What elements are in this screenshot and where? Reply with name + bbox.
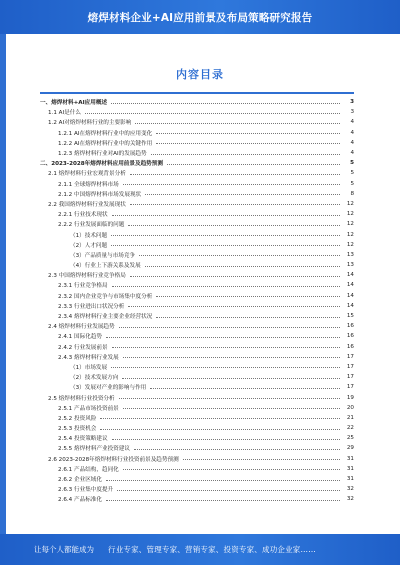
toc-leader-dots [130,276,340,277]
toc-entry-label: 2.6 2023-2028年熔焊材料行业投资前景及趋势预测 [48,456,179,463]
toc-page-number: 14 [346,292,354,299]
toc-page-number: 29 [346,445,354,452]
toc-entry-label: 1.2.1 AI在熔焊材料行业中的应用变化 [58,130,153,137]
toc-page-number: 31 [346,476,354,483]
toc-entry[interactable] [40,128,354,138]
footer-right-text: 行业专家、管理专家、营销专家、投资专家、成功企业家…… [108,545,316,554]
toc-page-number: 16 [346,333,354,340]
toc-page-number: 3 [350,99,354,106]
toc-leader-dots [111,367,340,368]
toc-page-number: 12 [346,241,354,248]
toc-entry[interactable] [40,403,354,413]
toc-page-number: 12 [346,200,354,207]
toc-entry[interactable] [40,179,354,189]
toc-entry[interactable] [40,219,354,229]
toc-entry[interactable] [40,423,354,433]
toc-entry[interactable] [40,138,354,148]
toc-leader-dots [112,286,340,287]
toc-page-number: 13 [346,262,354,269]
footer-left-text: 让每个人都能成为 [34,545,94,554]
toc-entry-label: 2.5 熔焊材料行业投资分析 [48,395,115,402]
toc-page-number: 31 [346,455,354,462]
toc-entry-label: 2.5.3 投资机会 [58,426,97,433]
toc-entry-label: 2.3.2 国内企业竞争与市场集中度分析 [58,293,153,300]
toc-entry[interactable] [40,168,354,178]
toc-entry-label: 2.4.3 熔焊材料行业发展 [58,354,119,361]
toc-leader-dots [112,347,340,348]
toc-entry[interactable] [40,117,354,127]
toc-leader-dots [134,449,340,450]
toc-leader-dots [122,378,340,379]
toc-entry[interactable] [40,413,354,423]
toc-page-number: 5 [350,180,354,187]
toc-entry-label: 2.3 中国熔焊材料行业竞争格局 [48,273,126,280]
toc-leader-dots [117,490,340,491]
toc-entry-label: 2.2 我国熔焊材料行业发展现状 [48,201,126,208]
toc-entry[interactable] [40,209,354,219]
toc-page-number: 16 [346,343,354,350]
toc-leader-dots [183,459,340,460]
toc-entry[interactable] [40,454,354,464]
toc-leader-dots [135,123,340,124]
toc-entry-label: 2.6.1 产品结构，趋同化 [58,466,119,473]
toc-page-number: 4 [350,119,354,126]
toc-leader-dots [156,317,340,318]
toc-leader-dots [119,398,340,399]
toc-entry[interactable] [40,240,354,250]
toc-entry[interactable] [40,443,354,453]
toc-entry-label: 2.4.2 行业发展前景 [58,344,108,351]
toc-page-number: 4 [350,129,354,136]
toc-entry[interactable] [40,464,354,474]
toc-entry[interactable] [40,189,354,199]
toc-entry-label: （3）发展对产业的影响与作用 [70,385,147,392]
toc-page-number: 12 [346,211,354,218]
toc-leader-dots [167,164,340,165]
toc-page-number: 17 [346,363,354,370]
toc-page-number: 17 [346,374,354,381]
toc-page-number: 13 [346,251,354,258]
toc-leader-dots [123,469,340,470]
toc-page-number: 8 [350,190,354,197]
toc-leader-dots [106,480,340,481]
toc-page-number: 17 [346,384,354,391]
toc-entry[interactable] [40,229,354,239]
toc-leader-dots [145,194,340,195]
toc-leader-dots [156,133,340,134]
toc-page-number: 14 [346,272,354,279]
toc-leader-dots [128,225,340,226]
toc-entry-label: 2.3.1 行业竞争格局 [58,283,108,290]
toc-entry-label: 2.3.3 行业进出口状况分析 [58,303,125,310]
toc-entry-label: （4）行业上下游关系及发展 [70,263,141,270]
toc-entry[interactable] [40,148,354,158]
toc-entry[interactable] [40,484,354,494]
toc-page-number: 5 [350,170,354,177]
toc-entry[interactable] [40,199,354,209]
toc-entry[interactable] [40,107,354,117]
toc-entry[interactable] [40,494,354,504]
toc-entry[interactable] [40,291,354,301]
toc-entry[interactable] [40,352,354,362]
toc-leader-dots [156,143,340,144]
toc-entry-label: 2.2.1 行业技术现状 [58,212,108,219]
toc-leader-dots [100,429,340,430]
toc-leader-dots [128,306,340,307]
toc-leader-dots [123,357,340,358]
toc-entry-label: 二、2023-2028年熔焊材料应用前景及趋势预测 [40,161,163,168]
toc-entry[interactable] [40,158,354,168]
toc-entry-label: 2.5.5 熔焊材料产业投资建议 [58,446,130,453]
toc-entry-label: （1）市场发展 [70,364,108,371]
toc-page-number: 4 [350,150,354,157]
toc-entry[interactable] [40,260,354,270]
toc-entry-label: 2.4.1 国际化趋势 [58,334,102,341]
toc-entry-label: 2.6.3 行业集中度提升 [58,487,114,494]
toc-leader-dots [151,154,340,155]
toc-page-number: 15 [346,313,354,320]
toc-page-number: 14 [346,282,354,289]
toc-page-number: 3 [350,109,354,116]
toc-entry-label: （2）人才问题 [70,242,108,249]
toc-leader-dots [106,500,340,501]
toc-page-number: 14 [346,302,354,309]
toc-entry[interactable] [40,342,354,352]
toc-entry-label: 2.6.4 产品标准化 [58,497,102,504]
toc-entry-label: 2.5.2 投资风险 [58,415,97,422]
toc-entry-label: 1.2.3 熔焊材料行业对AI的发展趋势 [58,151,147,158]
toc-entry-label: 2.1 熔焊材料行业宏观背景分析 [48,171,126,178]
toc-entry-label: 2.1.2 中国熔焊材料市场发展现状 [58,191,142,198]
toc-entry-label: （1）技术问题 [70,232,108,239]
toc-leader-dots [111,103,340,104]
toc-page-number: 31 [346,465,354,472]
toc-title: 内容目录 [176,68,224,81]
toc-leader-dots [112,439,340,440]
toc-page-number: 21 [346,414,354,421]
toc-leader-dots [130,204,340,205]
toc-page-number: 4 [350,139,354,146]
toc-leader-dots [112,215,340,216]
toc-page-number: 5 [350,160,354,167]
toc-leader-dots [106,337,340,338]
toc-leader-dots [111,245,340,246]
toc-entry[interactable] [40,382,354,392]
toc-leader-dots [145,266,340,267]
toc-entry-label: 2.2.2 行业发展面临的问题 [58,222,125,229]
toc-entry-label: 1.2.2 AI在熔焊材料行业中的关键作用 [58,140,153,147]
table-of-contents [40,97,354,507]
toc-page-number: 32 [346,486,354,493]
toc-entry-label: 一、熔焊材料+AI应用概述 [40,100,108,107]
toc-page-number: 12 [346,221,354,228]
toc-entry[interactable] [40,301,354,311]
report-title: 熔焊材料企业+AI应用前景及布局策略研究报告 [87,11,313,24]
toc-entry[interactable] [40,474,354,484]
toc-entry-label: 1.1 AI是什么 [48,110,81,117]
toc-entry[interactable] [40,280,354,290]
toc-entry[interactable] [40,321,354,331]
toc-leader-dots [85,113,340,114]
toc-entry-label: （3）产品质量与市场竞争 [70,252,136,259]
toc-entry-label: 2.3.4 熔焊材料行业主要企业经营状况 [58,314,153,321]
title-divider [40,92,354,94]
toc-entry-label: 2.6.2 企业区域化 [58,477,102,484]
toc-leader-dots [119,327,340,328]
report-footer [0,534,400,565]
toc-leader-dots [111,235,340,236]
toc-entry[interactable] [40,372,354,382]
toc-leader-dots [150,388,340,389]
toc-leader-dots [156,296,340,297]
toc-page-number: 25 [346,435,354,442]
toc-entry[interactable] [40,97,354,107]
toc-entry[interactable] [40,433,354,443]
toc-leader-dots [100,418,340,419]
toc-page-number: 22 [346,425,354,432]
toc-leader-dots [123,408,340,409]
toc-entry-label: （2）技术发展方向 [70,375,119,382]
toc-entry-label: 1.2 AI对熔焊材料行业的主要影响 [48,120,132,127]
toc-entry-label: 2.4 熔焊材料行业发展趋势 [48,324,115,331]
toc-entry[interactable] [40,362,354,372]
toc-entry-label: 2.5.1 产品市场投资前景 [58,405,119,412]
toc-entry[interactable] [40,270,354,280]
toc-entry[interactable] [40,331,354,341]
toc-page-number: 32 [346,496,354,503]
toc-page-number: 17 [346,353,354,360]
toc-entry-label: 2.5.4 投资策略建议 [58,436,108,443]
toc-leader-dots [139,255,340,256]
toc-leader-dots [130,174,340,175]
toc-entry[interactable] [40,392,354,402]
toc-entry-label: 2.1.1 全球熔焊材料市场 [58,181,119,188]
report-header [0,0,400,34]
toc-page-number: 19 [346,394,354,401]
toc-entry[interactable] [40,311,354,321]
toc-entry[interactable] [40,250,354,260]
left-accent-stripe [0,34,6,534]
toc-leader-dots [123,184,340,185]
toc-page-number: 12 [346,231,354,238]
toc-page-number: 20 [346,404,354,411]
toc-page-number: 16 [346,323,354,330]
